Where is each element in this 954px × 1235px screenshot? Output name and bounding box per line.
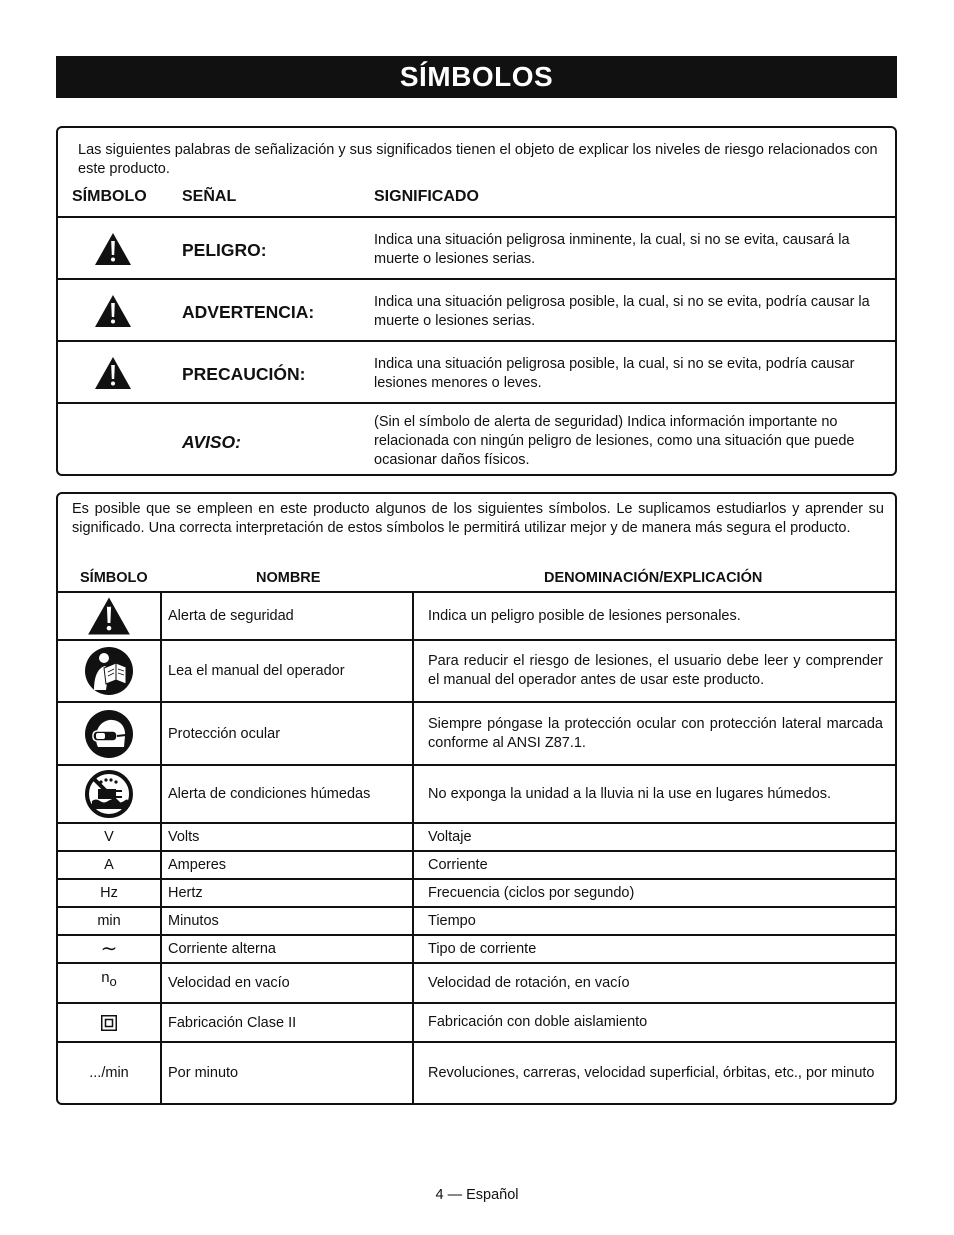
- explanation-cell: Velocidad de rotación, en vacío: [428, 974, 630, 991]
- table-row: [58, 962, 895, 1002]
- signal-meaning: (Sin el símbolo de alerta de seguridad) Indica información importante no relacionada con ningún peligro de lesiones, como una situación que puede ocasionar daños físicos.: [374, 414, 855, 468]
- symbol-cell: [58, 593, 162, 639]
- name-cell: Hertz: [162, 880, 414, 906]
- symbol-cell: min: [58, 908, 162, 934]
- signal-meaning: Indica una situación peligrosa inminente, la cual, si no se evita, causará la muerte o lesiones serias.: [374, 232, 850, 267]
- explanation-cell: Indica un peligro posible de lesiones personales.: [428, 607, 741, 624]
- signal-row-danger: [58, 216, 895, 280]
- warning-triangle-icon: [94, 356, 132, 390]
- symbol-cell: .../min: [58, 1043, 162, 1103]
- header-meaning: SIGNIFICADO: [374, 188, 479, 205]
- table-row: [58, 878, 895, 906]
- symbol-cell: V: [58, 824, 162, 850]
- table-row: [58, 639, 895, 701]
- signal-label: PRECAUCIÓN:: [182, 364, 306, 384]
- eye-protection-icon: [84, 709, 134, 759]
- signal-intro: Las siguientes palabras de señalización y sus significados tienen el objeto de explicar los niveles de riesgo relacionados con este producto.: [78, 142, 878, 177]
- name-cell: Protección ocular: [162, 703, 414, 764]
- signal-words-box: [56, 126, 897, 476]
- class-ii-construction-icon: [101, 1015, 117, 1031]
- symbol-cell: [58, 964, 162, 1002]
- explanation-cell: Para reducir el riesgo de lesiones, el usuario debe leer y comprender el manual del operador antes de usar este producto.: [428, 653, 883, 688]
- name-cell: Volts: [162, 824, 414, 850]
- warning-triangle-icon: [94, 294, 132, 328]
- header-symbol: SÍMBOLO: [80, 570, 148, 586]
- table-row: [58, 591, 895, 639]
- symbol-cell: [58, 1004, 162, 1041]
- explanation-cell: Tiempo: [428, 912, 476, 929]
- wet-conditions-icon: [84, 769, 134, 819]
- table-row: [58, 850, 895, 878]
- name-cell: Velocidad en vacío: [162, 964, 414, 1002]
- table-row: [58, 822, 895, 850]
- name-cell: Minutos: [162, 908, 414, 934]
- signal-row-caution: [58, 340, 895, 404]
- signal-row-notice: [58, 402, 895, 476]
- header-explanation: DENOMINACIÓN/EXPLICACIÓN: [544, 570, 763, 586]
- table-row: [58, 1041, 895, 1103]
- symbol-cell: [58, 936, 162, 962]
- name-cell: Alerta de seguridad: [162, 593, 414, 639]
- name-cell: Por minuto: [162, 1043, 414, 1103]
- symbol-cell: Hz: [58, 880, 162, 906]
- name-cell: Fabricación Clase II: [162, 1004, 414, 1041]
- table-row: [58, 906, 895, 934]
- explanation-cell: Siempre póngase la protección ocular con protección lateral marcada conforme al ANSI Z87.1.: [428, 715, 883, 751]
- signal-label: ADVERTENCIA:: [182, 302, 315, 322]
- name-cell: Amperes: [162, 852, 414, 878]
- explanation-cell: Voltaje: [428, 828, 472, 845]
- symbol-cell: [58, 703, 162, 764]
- symbol-cell: [58, 766, 162, 822]
- symbols-box: [56, 492, 897, 1105]
- symbol-cell: A: [58, 852, 162, 878]
- no-load-speed-symbol: $n_o$: [101, 969, 117, 989]
- name-cell: Alerta de condiciones húmedas: [162, 766, 414, 822]
- explanation-cell: No exponga la unidad a la lluvia ni la use en lugares húmedos.: [428, 785, 832, 802]
- signal-row-warning: [58, 278, 895, 342]
- explanation-cell: Revoluciones, carreras, velocidad superficial, órbitas, etc., por minuto: [428, 1064, 875, 1081]
- signal-meaning: Indica una situación peligrosa posible, la cual, si no se evita, podría causar lesiones menores o leves.: [374, 356, 855, 391]
- table-row: [58, 934, 895, 962]
- name-cell: Lea el manual del operador: [162, 641, 414, 701]
- symbol-cell: [58, 641, 162, 701]
- explanation-cell: Tipo de corriente: [428, 940, 537, 957]
- signal-meaning: Indica una situación peligrosa posible, la cual, si no se evita, podría causar la muerte o lesiones serias.: [374, 294, 870, 329]
- header-signal: SEÑAL: [182, 188, 237, 205]
- table-row: [58, 701, 895, 764]
- signal-label: AVISO:: [182, 432, 241, 452]
- page-title: SÍMBOLOS: [56, 56, 897, 98]
- table-row: [58, 1002, 895, 1041]
- safety-alert-icon: [87, 596, 131, 636]
- warning-triangle-icon: [94, 232, 132, 266]
- signal-label: PELIGRO:: [182, 240, 267, 260]
- header-name: NOMBRE: [256, 570, 321, 586]
- page-footer: 4 — Español: [435, 1187, 519, 1203]
- explanation-cell: Corriente: [428, 856, 488, 873]
- alternating-current-icon: ∼: [100, 938, 118, 960]
- explanation-cell: Frecuencia (ciclos por segundo): [428, 884, 635, 901]
- read-manual-icon: [84, 646, 134, 696]
- explanation-cell: Fabricación con doble aislamiento: [428, 1014, 648, 1030]
- symbols-intro: Es posible que se empleen en este producto algunos de los siguientes símbolos. Le suplicamos estudiarlos y aprender su significado. Una correcta interpretación de estos símbolos le permitirá utilizar mejor y de manera más segura el producto.: [72, 501, 884, 536]
- header-symbol: SÍMBOLO: [72, 188, 147, 205]
- table-row: [58, 764, 895, 822]
- name-cell: Corriente alterna: [162, 936, 414, 962]
